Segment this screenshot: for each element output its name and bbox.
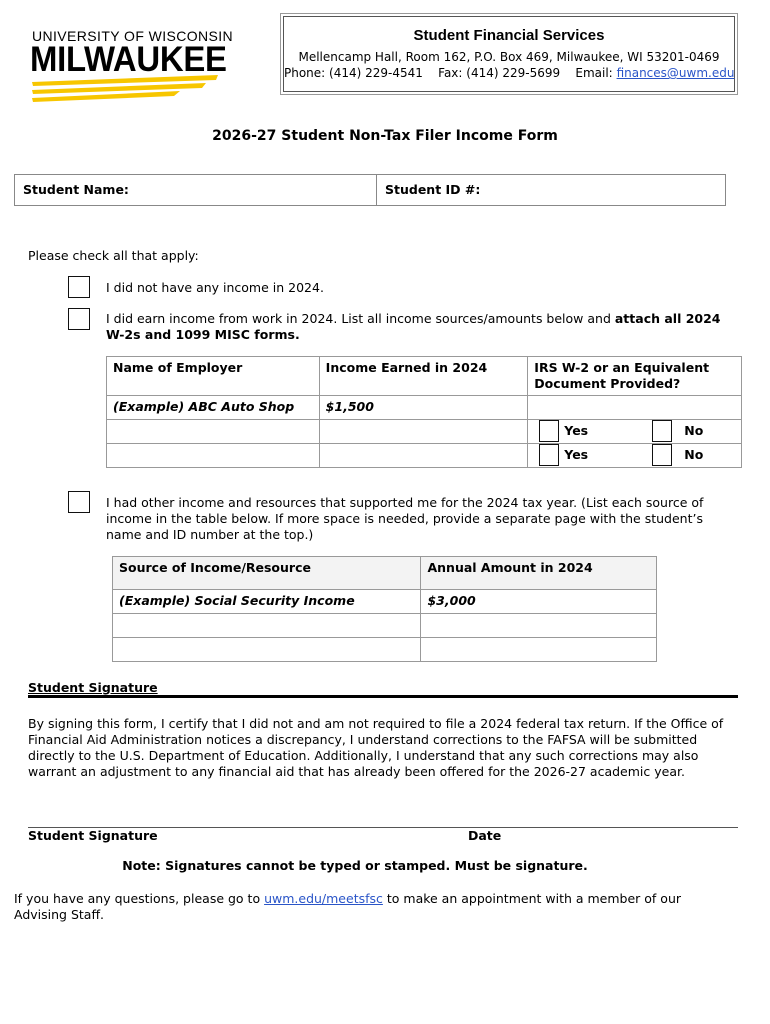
other-income-label: I had other income and resources that supported me for the 2024 tax year. (List each source of income in the table below. If more space is needed, provide a separate page with the student’s name and ID number at the top.): [106, 495, 704, 542]
w2-yes-label: Yes: [564, 447, 589, 462]
w2-yes-label: Yes: [564, 423, 589, 438]
questions-post: to make an appointment with a member of our Advising Staff.: [14, 891, 682, 922]
other-source-cell[interactable]: [113, 614, 421, 638]
date-label: Date: [468, 828, 502, 843]
employer-income-cell[interactable]: [319, 444, 528, 468]
advising-link[interactable]: uwm.edu/meetsfsc: [264, 891, 383, 906]
employer-header-name: Name of Employer: [107, 357, 320, 396]
student-id-field[interactable]: [377, 175, 488, 205]
office-email-label: Email:: [575, 66, 613, 80]
work-income-text-2: . List all income sources/amounts below and: [333, 311, 615, 326]
office-address: Mellencamp Hall, Room 162, P.O. Box 469, Milwaukee, WI 53201-0469: [298, 50, 720, 64]
work-income-label: [106, 311, 736, 343]
office-contact-line: [284, 66, 734, 80]
w2-no-checkbox[interactable]: [652, 420, 672, 442]
office-email-link[interactable]: finances@uwm.edu: [616, 66, 735, 80]
form-title: 2026-27 Student Non-Tax Filer Income Form: [212, 128, 558, 144]
employer-table: [106, 356, 742, 468]
work-income-checkbox[interactable]: [68, 308, 90, 330]
other-source-cell[interactable]: [113, 638, 421, 662]
table-row: [113, 614, 657, 638]
signature-heading: Student Signature: [28, 680, 158, 695]
student-info-box: [14, 174, 726, 206]
employer-name-cell[interactable]: [107, 444, 320, 468]
questions-text: [14, 891, 734, 923]
employer-income-cell[interactable]: [319, 420, 528, 444]
other-amount-cell[interactable]: [421, 638, 657, 662]
other-header-amount: Annual Amount in 2024: [421, 557, 657, 590]
employer-example-name: (Example) ABC Auto Shop: [107, 396, 320, 420]
student-id-label: Student ID #:: [385, 182, 481, 197]
logo-milwaukee-text: MILWAUKEE: [30, 40, 227, 79]
table-row: [107, 396, 742, 420]
employer-w2-cell: [528, 420, 742, 444]
student-name-label: Student Name:: [23, 182, 129, 197]
other-amount-cell[interactable]: [421, 614, 657, 638]
signature-divider: [28, 695, 738, 698]
work-income-text: I did earn income from work in 2024: [106, 311, 334, 326]
office-fax: Fax: (414) 229-5699: [438, 66, 561, 80]
w2-yes-checkbox[interactable]: [539, 420, 559, 442]
employer-header-income: Income Earned in 2024: [319, 357, 528, 396]
w2-yes-checkbox[interactable]: [539, 444, 559, 466]
other-header-source: Source of Income/Resource: [113, 557, 421, 590]
table-row: [107, 420, 742, 444]
work-income-attach-text: attach all 2024 W-2s and 1099 MISC forms.: [106, 311, 721, 342]
office-phone: Phone: (414) 229-4541: [284, 66, 423, 80]
table-row: [113, 590, 657, 614]
logo-university-text: UNIVERSITY OF WISCONSIN: [32, 28, 234, 44]
w2-no-label: No: [684, 447, 704, 462]
check-all-instruction: Please check all that apply:: [28, 248, 199, 263]
table-row: [107, 444, 742, 468]
table-row: [113, 557, 657, 590]
employer-name-cell[interactable]: [107, 420, 320, 444]
other-example-amount: $3,000: [421, 590, 657, 614]
office-contact-box: [283, 16, 735, 92]
signature-note: Note: Signatures cannot be typed or stamped. Must be signature.: [122, 858, 588, 873]
logo-swoosh-icon: [30, 74, 222, 104]
other-income-table: [112, 556, 657, 662]
employer-example-income: $1,500: [319, 396, 528, 420]
employer-example-w2: [528, 396, 742, 420]
certification-text: By signing this form, I certify that I did not and am not required to file a 2024 federal tax return. If the Office of Financial Aid Administration notices a discrepancy, I understand corrections to the FAFSA will be submitted directly to the U.S. Department of Education. Additionally, I understand that any such corrections may also warrant an adjustment to any financial aid that has already been offered for the 2026-27 academic year.: [28, 716, 724, 779]
employer-header-w2: IRS W-2 or an Equivalent Document Provided?: [528, 357, 742, 396]
other-income-checkbox[interactable]: [68, 491, 90, 513]
office-title: Student Financial Services: [413, 27, 605, 44]
table-row: [107, 357, 742, 396]
student-name-field[interactable]: [15, 175, 377, 205]
other-example-source: (Example) Social Security Income: [113, 590, 421, 614]
w2-no-label: No: [684, 423, 704, 438]
no-income-label: I did not have any income in 2024.: [106, 280, 324, 295]
w2-no-checkbox[interactable]: [652, 444, 672, 466]
no-income-checkbox[interactable]: [68, 276, 90, 298]
table-row: [113, 638, 657, 662]
questions-pre: If you have any questions, please go to: [14, 891, 265, 906]
signature-label: Student Signature: [28, 828, 158, 843]
employer-w2-cell: [528, 444, 742, 468]
